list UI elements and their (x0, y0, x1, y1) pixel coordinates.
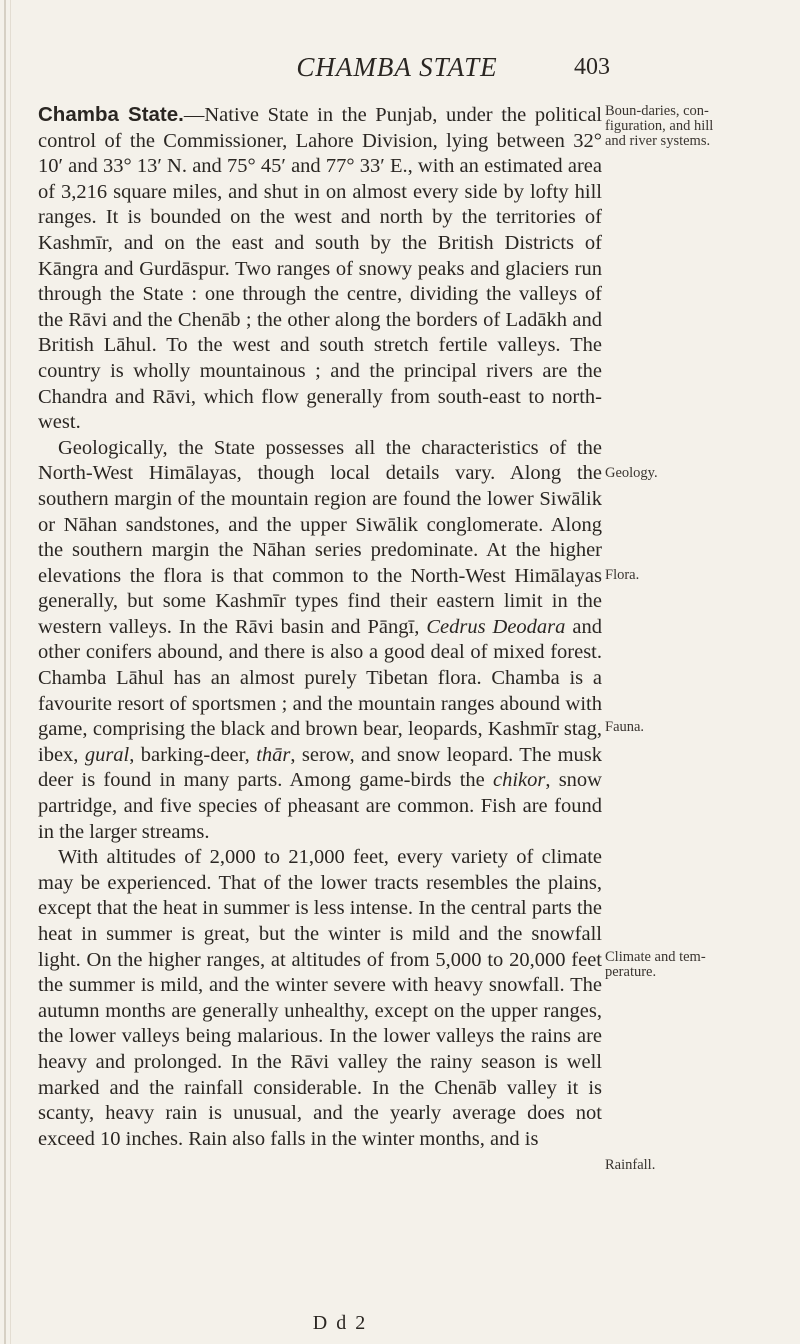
page-number: 403 (574, 54, 610, 80)
body-text (38, 102, 602, 1152)
margin-note-boundaries: Boun-daries, con-figuration, and hill and river systems. (605, 103, 714, 149)
margin-note-flora: Flora. (605, 567, 640, 583)
entry-heading: Chamba State. (38, 103, 184, 126)
paragraph-boundaries (38, 102, 602, 436)
paragraph-geology-flora-fauna (38, 436, 602, 846)
page-edge-rule-inner (10, 0, 11, 1344)
paragraph-2-text-a: Geologically, the State possesses all the characteristics of the North-West Himālayas, though local details vary. Along the southern margin of the mountain region are found the lower Siwālik or Nāhan sandstones, and the upper Siwālik conglomerate. Along the southern margin the Nāhan series predominate. At the higher elevations the flora is that common to the North-West Himālayas generally, but some Kashmīr types find their eastern limit in the western valleys. In the Rāvi basin and Pāngī, (38, 436, 602, 638)
paragraph-climate-rainfall: With altitudes of 2,000 to 21,000 feet, every variety of climate may be experienced. That of the lower tracts resembles the plains, except that the heat in summer is less intense. In the central parts the heat in summer is great, but the winter is mild and the snowfall light. On the higher ranges, at altitudes of from 5,000 to 20,000 feet the summer is mild, and the winter severe with heavy snowfall. The autumn months are generally unhealthy, except on the upper ranges, the lower valleys being malarious. In the lower valleys the rains are heavy and prolonged. In the Rāvi valley the rainy season is well marked and the rainfall considerable. In the Chenāb valley it is scanty, heavy rain is unusual, and the yearly average does not exceed 10 inches. Rain also falls in the winter months, and is (38, 846, 602, 1150)
margin-note-rainfall: Rainfall. (605, 1157, 656, 1173)
running-head (0, 52, 800, 92)
species-thar: thār (256, 743, 291, 766)
margin-note-geology: Geology. (605, 465, 658, 481)
paragraph-2-text-e: , snow partridge, and five species of pheasant are common. Fish are found in the larger streams. (38, 769, 602, 843)
page-edge-rule (4, 0, 6, 1344)
paragraph-2-text-d: , serow, and snow leopard. The musk deer is found in many parts. Among game-birds the (38, 743, 602, 792)
species-gural: gural (84, 743, 130, 766)
paragraph-2-text-c: , barking-deer, (129, 743, 257, 766)
paragraph-2-text-b: and other conifers abound, and there is also a good deal of mixed forest. Chamba Lāhul has an almost purely Tibetan flora. Chamba is a favourite resort of sportsmen ; and the mountain ranges abound with game, comprising the black and brown bear, leopards, Kashmīr stag, ibex, (38, 615, 602, 766)
margin-note-climate: Climate and tem-perature. (605, 949, 706, 980)
signature-mark: D d 2 (312, 1312, 368, 1334)
species-chikor: chikor (492, 769, 546, 792)
running-head-title: CHAMBA STATE (296, 52, 498, 82)
species-cedrus: Cedrus Deodara (426, 615, 566, 638)
margin-note-fauna: Fauna. (605, 719, 645, 735)
paragraph-1-text: —Native State in the Punjab, under the political control of the Commissioner, Lahore Division, lying between 32° 10′ and 33° 13′ N. and 75° 45′ and 77° 33′ E., with an estimated area of 3,216 square miles, and shut in on almost every side by lofty hill ranges. It is bounded on the west and north by the territories of Kashmīr, and on the east and south by the British Districts of Kāngra and Gurdāspur. Two ranges of snowy peaks and glaciers run through the State : one through the centre, dividing the valleys of the Rāvi and the Chenāb ; the other along the borders of Ladākh and British Lāhul. To the west and south stretch fertile valleys. The country is wholly mountainous ; and the principal rivers are the Chandra and Rāvi, which flow generally from south-east to north-west. (38, 104, 602, 434)
